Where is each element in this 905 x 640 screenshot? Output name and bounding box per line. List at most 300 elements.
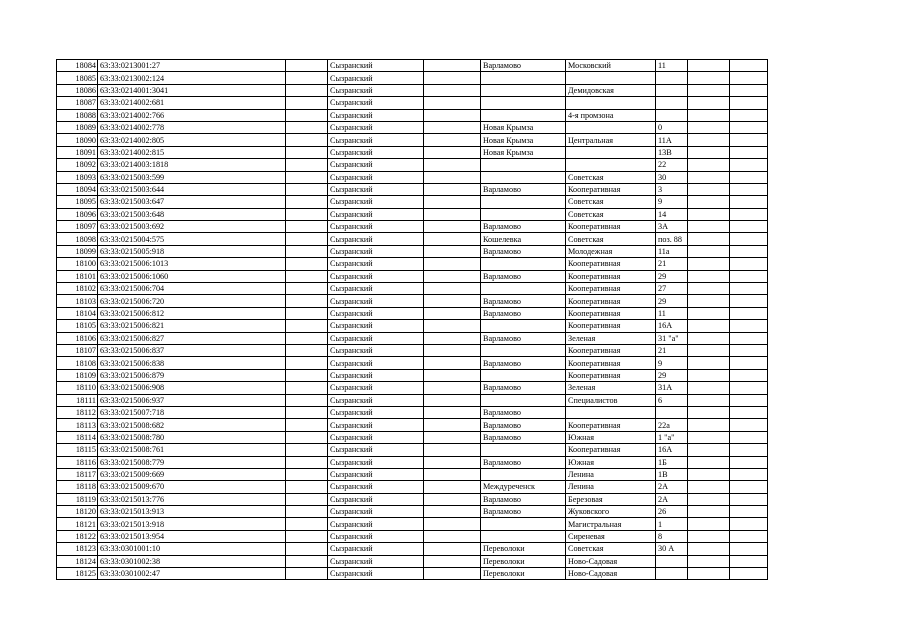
- empty-cell: [730, 468, 768, 480]
- house-number: 16А: [656, 320, 688, 332]
- row-number: 18110: [57, 382, 98, 394]
- district: Сызранский: [328, 258, 424, 270]
- empty-cell: [286, 208, 328, 220]
- empty-cell: [688, 419, 730, 431]
- street: Ленина: [566, 481, 656, 493]
- street: [566, 121, 656, 133]
- empty-cell: [424, 171, 481, 183]
- locality: [481, 394, 566, 406]
- row-number: 18094: [57, 183, 98, 195]
- district: Сызранский: [328, 171, 424, 183]
- locality: Новая Крымза: [481, 146, 566, 158]
- locality: Варламово: [481, 295, 566, 307]
- district: Сызранский: [328, 332, 424, 344]
- cadastral-number: 63:33:0215009:670: [98, 481, 286, 493]
- district: Сызранский: [328, 506, 424, 518]
- cadastral-number: 63:33:0215013:776: [98, 493, 286, 505]
- row-number: 18097: [57, 221, 98, 233]
- empty-cell: [730, 493, 768, 505]
- row-number: 18098: [57, 233, 98, 245]
- empty-cell: [286, 97, 328, 109]
- empty-cell: [424, 332, 481, 344]
- table-row: [57, 332, 768, 344]
- empty-cell: [730, 394, 768, 406]
- row-number: 18106: [57, 332, 98, 344]
- cadastral-number: 63:33:0215013:954: [98, 530, 286, 542]
- district: Сызранский: [328, 109, 424, 121]
- street: Кооперативная: [566, 270, 656, 282]
- row-number: 18096: [57, 208, 98, 220]
- empty-cell: [730, 444, 768, 456]
- empty-cell: [688, 258, 730, 270]
- empty-cell: [286, 481, 328, 493]
- locality: Варламово: [481, 431, 566, 443]
- district: Сызранский: [328, 493, 424, 505]
- row-number: 18111: [57, 394, 98, 406]
- table-row: [57, 555, 768, 567]
- district: Сызранский: [328, 481, 424, 493]
- cadastral-number: 63:33:0214002:766: [98, 109, 286, 121]
- street: 4-я промзона: [566, 109, 656, 121]
- empty-cell: [730, 270, 768, 282]
- district: Сызранский: [328, 208, 424, 220]
- empty-cell: [688, 245, 730, 257]
- house-number: 9: [656, 357, 688, 369]
- table-row: [57, 493, 768, 505]
- table-row: [57, 146, 768, 158]
- locality: [481, 72, 566, 84]
- table-row: [57, 382, 768, 394]
- cadastral-number: 63:33:0214002:681: [98, 97, 286, 109]
- empty-cell: [424, 518, 481, 530]
- row-number: 18092: [57, 159, 98, 171]
- cadastral-number: 63:33:0215006:879: [98, 369, 286, 381]
- district: Сызранский: [328, 406, 424, 418]
- street: Кооперативная: [566, 183, 656, 195]
- row-number: 18095: [57, 196, 98, 208]
- house-number: 14: [656, 208, 688, 220]
- empty-cell: [688, 382, 730, 394]
- empty-cell: [424, 357, 481, 369]
- locality: Варламово: [481, 357, 566, 369]
- district: Сызранский: [328, 369, 424, 381]
- locality: Варламово: [481, 245, 566, 257]
- street: [566, 159, 656, 171]
- empty-cell: [286, 555, 328, 567]
- table-row: [57, 159, 768, 171]
- empty-cell: [424, 134, 481, 146]
- empty-cell: [286, 221, 328, 233]
- empty-cell: [286, 456, 328, 468]
- house-number: 29: [656, 270, 688, 282]
- locality: Варламово: [481, 183, 566, 195]
- street: Сиреневая: [566, 530, 656, 542]
- street: Кооперативная: [566, 444, 656, 456]
- district: Сызранский: [328, 84, 424, 96]
- house-number: 11: [656, 60, 688, 72]
- locality: [481, 258, 566, 270]
- locality: Варламово: [481, 419, 566, 431]
- empty-cell: [286, 382, 328, 394]
- cadastral-number: 63:33:0215003:647: [98, 196, 286, 208]
- empty-cell: [286, 134, 328, 146]
- table-row: [57, 394, 768, 406]
- cadastral-number: 63:33:0215013:913: [98, 506, 286, 518]
- street: Кооперативная: [566, 357, 656, 369]
- empty-cell: [286, 568, 328, 580]
- house-number: 2А: [656, 493, 688, 505]
- empty-cell: [730, 159, 768, 171]
- empty-cell: [424, 530, 481, 542]
- empty-cell: [286, 468, 328, 480]
- locality: Новая Крымза: [481, 134, 566, 146]
- street: Южная: [566, 456, 656, 468]
- locality: [481, 159, 566, 171]
- empty-cell: [688, 295, 730, 307]
- house-number: [656, 406, 688, 418]
- empty-cell: [424, 543, 481, 555]
- table-row: [57, 530, 768, 542]
- street: Советская: [566, 543, 656, 555]
- empty-cell: [730, 171, 768, 183]
- row-number: 18115: [57, 444, 98, 456]
- cadastral-number: 63:33:0215006:1013: [98, 258, 286, 270]
- empty-cell: [730, 481, 768, 493]
- row-number: 18112: [57, 406, 98, 418]
- table-row: [57, 196, 768, 208]
- empty-cell: [286, 121, 328, 133]
- locality: Варламово: [481, 382, 566, 394]
- empty-cell: [286, 332, 328, 344]
- house-number: 1В: [656, 468, 688, 480]
- locality: [481, 344, 566, 356]
- street: Советская: [566, 208, 656, 220]
- street: Березовая: [566, 493, 656, 505]
- empty-cell: [424, 258, 481, 270]
- empty-cell: [688, 369, 730, 381]
- house-number: 31А: [656, 382, 688, 394]
- empty-cell: [424, 456, 481, 468]
- empty-cell: [688, 270, 730, 282]
- empty-cell: [424, 72, 481, 84]
- house-number: [656, 84, 688, 96]
- empty-cell: [730, 97, 768, 109]
- locality: Варламово: [481, 60, 566, 72]
- row-number: 18108: [57, 357, 98, 369]
- empty-cell: [286, 295, 328, 307]
- cadastral-number: 63:33:0215006:827: [98, 332, 286, 344]
- locality: [481, 196, 566, 208]
- street: Кооперативная: [566, 295, 656, 307]
- empty-cell: [424, 97, 481, 109]
- empty-cell: [424, 307, 481, 319]
- locality: Варламово: [481, 506, 566, 518]
- empty-cell: [730, 555, 768, 567]
- cadastral-number: 63:33:0215006:837: [98, 344, 286, 356]
- locality: Междуреченск: [481, 481, 566, 493]
- cadastral-number: 63:33:0301002:47: [98, 568, 286, 580]
- district: Сызранский: [328, 468, 424, 480]
- empty-cell: [730, 283, 768, 295]
- row-number: 18093: [57, 171, 98, 183]
- table-row: [57, 208, 768, 220]
- row-number: 18091: [57, 146, 98, 158]
- table-row: [57, 295, 768, 307]
- empty-cell: [286, 406, 328, 418]
- empty-cell: [424, 568, 481, 580]
- district: Сызранский: [328, 456, 424, 468]
- table-row: [57, 84, 768, 96]
- cadastral-number: 63:33:0215004:575: [98, 233, 286, 245]
- district: Сызранский: [328, 97, 424, 109]
- locality: Варламово: [481, 221, 566, 233]
- street: Специалистов: [566, 394, 656, 406]
- row-number: 18105: [57, 320, 98, 332]
- district: Сызранский: [328, 183, 424, 195]
- table-row: [57, 270, 768, 282]
- empty-cell: [688, 394, 730, 406]
- row-number: 18102: [57, 283, 98, 295]
- street: Магистральная: [566, 518, 656, 530]
- row-number: 18086: [57, 84, 98, 96]
- empty-cell: [286, 109, 328, 121]
- empty-cell: [688, 357, 730, 369]
- empty-cell: [286, 431, 328, 443]
- empty-cell: [286, 357, 328, 369]
- locality: Варламово: [481, 456, 566, 468]
- district: Сызранский: [328, 72, 424, 84]
- district: Сызранский: [328, 568, 424, 580]
- row-number: 18107: [57, 344, 98, 356]
- empty-cell: [688, 493, 730, 505]
- cadastral-number: 63:33:0215003:648: [98, 208, 286, 220]
- empty-cell: [730, 568, 768, 580]
- empty-cell: [688, 97, 730, 109]
- row-number: 18117: [57, 468, 98, 480]
- district: Сызранский: [328, 159, 424, 171]
- street: Кооперативная: [566, 369, 656, 381]
- district: Сызранский: [328, 431, 424, 443]
- empty-cell: [688, 221, 730, 233]
- row-number: 18120: [57, 506, 98, 518]
- empty-cell: [424, 382, 481, 394]
- street: Ново-Садовая: [566, 568, 656, 580]
- district: Сызранский: [328, 555, 424, 567]
- street: Кооперативная: [566, 283, 656, 295]
- empty-cell: [730, 295, 768, 307]
- empty-cell: [688, 233, 730, 245]
- table-row: [57, 72, 768, 84]
- empty-cell: [688, 109, 730, 121]
- cadastral-number: 63:33:0215003:692: [98, 221, 286, 233]
- district: Сызранский: [328, 233, 424, 245]
- district: Сызранский: [328, 382, 424, 394]
- row-number: 18125: [57, 568, 98, 580]
- empty-cell: [424, 60, 481, 72]
- street: [566, 72, 656, 84]
- district: Сызранский: [328, 344, 424, 356]
- empty-cell: [688, 468, 730, 480]
- empty-cell: [688, 518, 730, 530]
- table-row: [57, 183, 768, 195]
- house-number: [656, 568, 688, 580]
- empty-cell: [730, 221, 768, 233]
- street: Центральная: [566, 134, 656, 146]
- empty-cell: [688, 283, 730, 295]
- empty-cell: [730, 382, 768, 394]
- empty-cell: [424, 481, 481, 493]
- empty-cell: [730, 530, 768, 542]
- empty-cell: [688, 456, 730, 468]
- table-row: [57, 121, 768, 133]
- house-number: [656, 109, 688, 121]
- empty-cell: [424, 344, 481, 356]
- empty-cell: [424, 183, 481, 195]
- empty-cell: [688, 481, 730, 493]
- empty-cell: [730, 233, 768, 245]
- cadastral-number: 63:33:0213001:27: [98, 60, 286, 72]
- empty-cell: [688, 84, 730, 96]
- empty-cell: [688, 555, 730, 567]
- empty-cell: [688, 60, 730, 72]
- locality: Кошелевка: [481, 233, 566, 245]
- empty-cell: [730, 245, 768, 257]
- row-number: 18084: [57, 60, 98, 72]
- cadastral-number: 63:33:0215005:918: [98, 245, 286, 257]
- empty-cell: [286, 493, 328, 505]
- house-number: 8: [656, 530, 688, 542]
- empty-cell: [424, 431, 481, 443]
- district: Сызранский: [328, 245, 424, 257]
- row-number: 18100: [57, 258, 98, 270]
- empty-cell: [730, 369, 768, 381]
- empty-cell: [286, 258, 328, 270]
- locality: [481, 369, 566, 381]
- street: Зеленая: [566, 332, 656, 344]
- empty-cell: [730, 357, 768, 369]
- cadastral-number: 63:33:0215013:918: [98, 518, 286, 530]
- empty-cell: [424, 369, 481, 381]
- empty-cell: [688, 431, 730, 443]
- table-row: [57, 344, 768, 356]
- district: Сызранский: [328, 270, 424, 282]
- district: Сызранский: [328, 307, 424, 319]
- address-table: [56, 59, 768, 580]
- street: Кооперативная: [566, 320, 656, 332]
- locality: Новая Крымза: [481, 121, 566, 133]
- empty-cell: [688, 208, 730, 220]
- cadastral-number: 63:33:0215003:644: [98, 183, 286, 195]
- empty-cell: [286, 84, 328, 96]
- locality: Варламово: [481, 406, 566, 418]
- empty-cell: [730, 406, 768, 418]
- cadastral-number: 63:33:0301002:38: [98, 555, 286, 567]
- empty-cell: [688, 307, 730, 319]
- row-number: 18109: [57, 369, 98, 381]
- empty-cell: [286, 543, 328, 555]
- row-number: 18099: [57, 245, 98, 257]
- street: Ново-Садовая: [566, 555, 656, 567]
- table-row: [57, 369, 768, 381]
- empty-cell: [424, 146, 481, 158]
- empty-cell: [730, 506, 768, 518]
- cadastral-number: 63:33:0214002:815: [98, 146, 286, 158]
- cadastral-number: 63:33:0215008:761: [98, 444, 286, 456]
- empty-cell: [424, 270, 481, 282]
- street: [566, 406, 656, 418]
- house-number: 22а: [656, 419, 688, 431]
- street: [566, 97, 656, 109]
- row-number: 18113: [57, 419, 98, 431]
- house-number: 13В: [656, 146, 688, 158]
- empty-cell: [688, 171, 730, 183]
- empty-cell: [730, 183, 768, 195]
- empty-cell: [730, 320, 768, 332]
- empty-cell: [286, 270, 328, 282]
- cadastral-number: 63:33:0214001:3041: [98, 84, 286, 96]
- street: Советская: [566, 233, 656, 245]
- table-row: [57, 406, 768, 418]
- table-row: [57, 568, 768, 580]
- street: Кооперативная: [566, 419, 656, 431]
- locality: [481, 208, 566, 220]
- table-row: [57, 357, 768, 369]
- cadastral-number: 63:33:0215009:669: [98, 468, 286, 480]
- house-number: 1 "а": [656, 431, 688, 443]
- row-number: 18114: [57, 431, 98, 443]
- district: Сызранский: [328, 283, 424, 295]
- street: Кооперативная: [566, 344, 656, 356]
- street: Московский: [566, 60, 656, 72]
- cadastral-number: 63:33:0215006:812: [98, 307, 286, 319]
- locality: Переволоки: [481, 555, 566, 567]
- locality: Переволоки: [481, 543, 566, 555]
- locality: [481, 171, 566, 183]
- district: Сызранский: [328, 543, 424, 555]
- cadastral-number: 63:33:0215008:780: [98, 431, 286, 443]
- empty-cell: [286, 530, 328, 542]
- empty-cell: [424, 394, 481, 406]
- empty-cell: [286, 183, 328, 195]
- row-number: 18124: [57, 555, 98, 567]
- empty-cell: [424, 84, 481, 96]
- table-row: [57, 60, 768, 72]
- empty-cell: [730, 121, 768, 133]
- row-number: 18118: [57, 481, 98, 493]
- empty-cell: [730, 134, 768, 146]
- empty-cell: [688, 332, 730, 344]
- locality: [481, 530, 566, 542]
- empty-cell: [424, 196, 481, 208]
- house-number: 29: [656, 295, 688, 307]
- table-row: [57, 320, 768, 332]
- cadastral-number: 63:33:0301001:10: [98, 543, 286, 555]
- empty-cell: [730, 307, 768, 319]
- house-number: 3: [656, 183, 688, 195]
- house-number: 6: [656, 394, 688, 406]
- cadastral-number: 63:33:0214002:805: [98, 134, 286, 146]
- row-number: 18103: [57, 295, 98, 307]
- house-number: 11А: [656, 134, 688, 146]
- locality: [481, 444, 566, 456]
- street: Советская: [566, 196, 656, 208]
- street: Советская: [566, 171, 656, 183]
- cadastral-number: 63:33:0213002:124: [98, 72, 286, 84]
- empty-cell: [424, 283, 481, 295]
- empty-cell: [730, 109, 768, 121]
- empty-cell: [286, 419, 328, 431]
- empty-cell: [688, 344, 730, 356]
